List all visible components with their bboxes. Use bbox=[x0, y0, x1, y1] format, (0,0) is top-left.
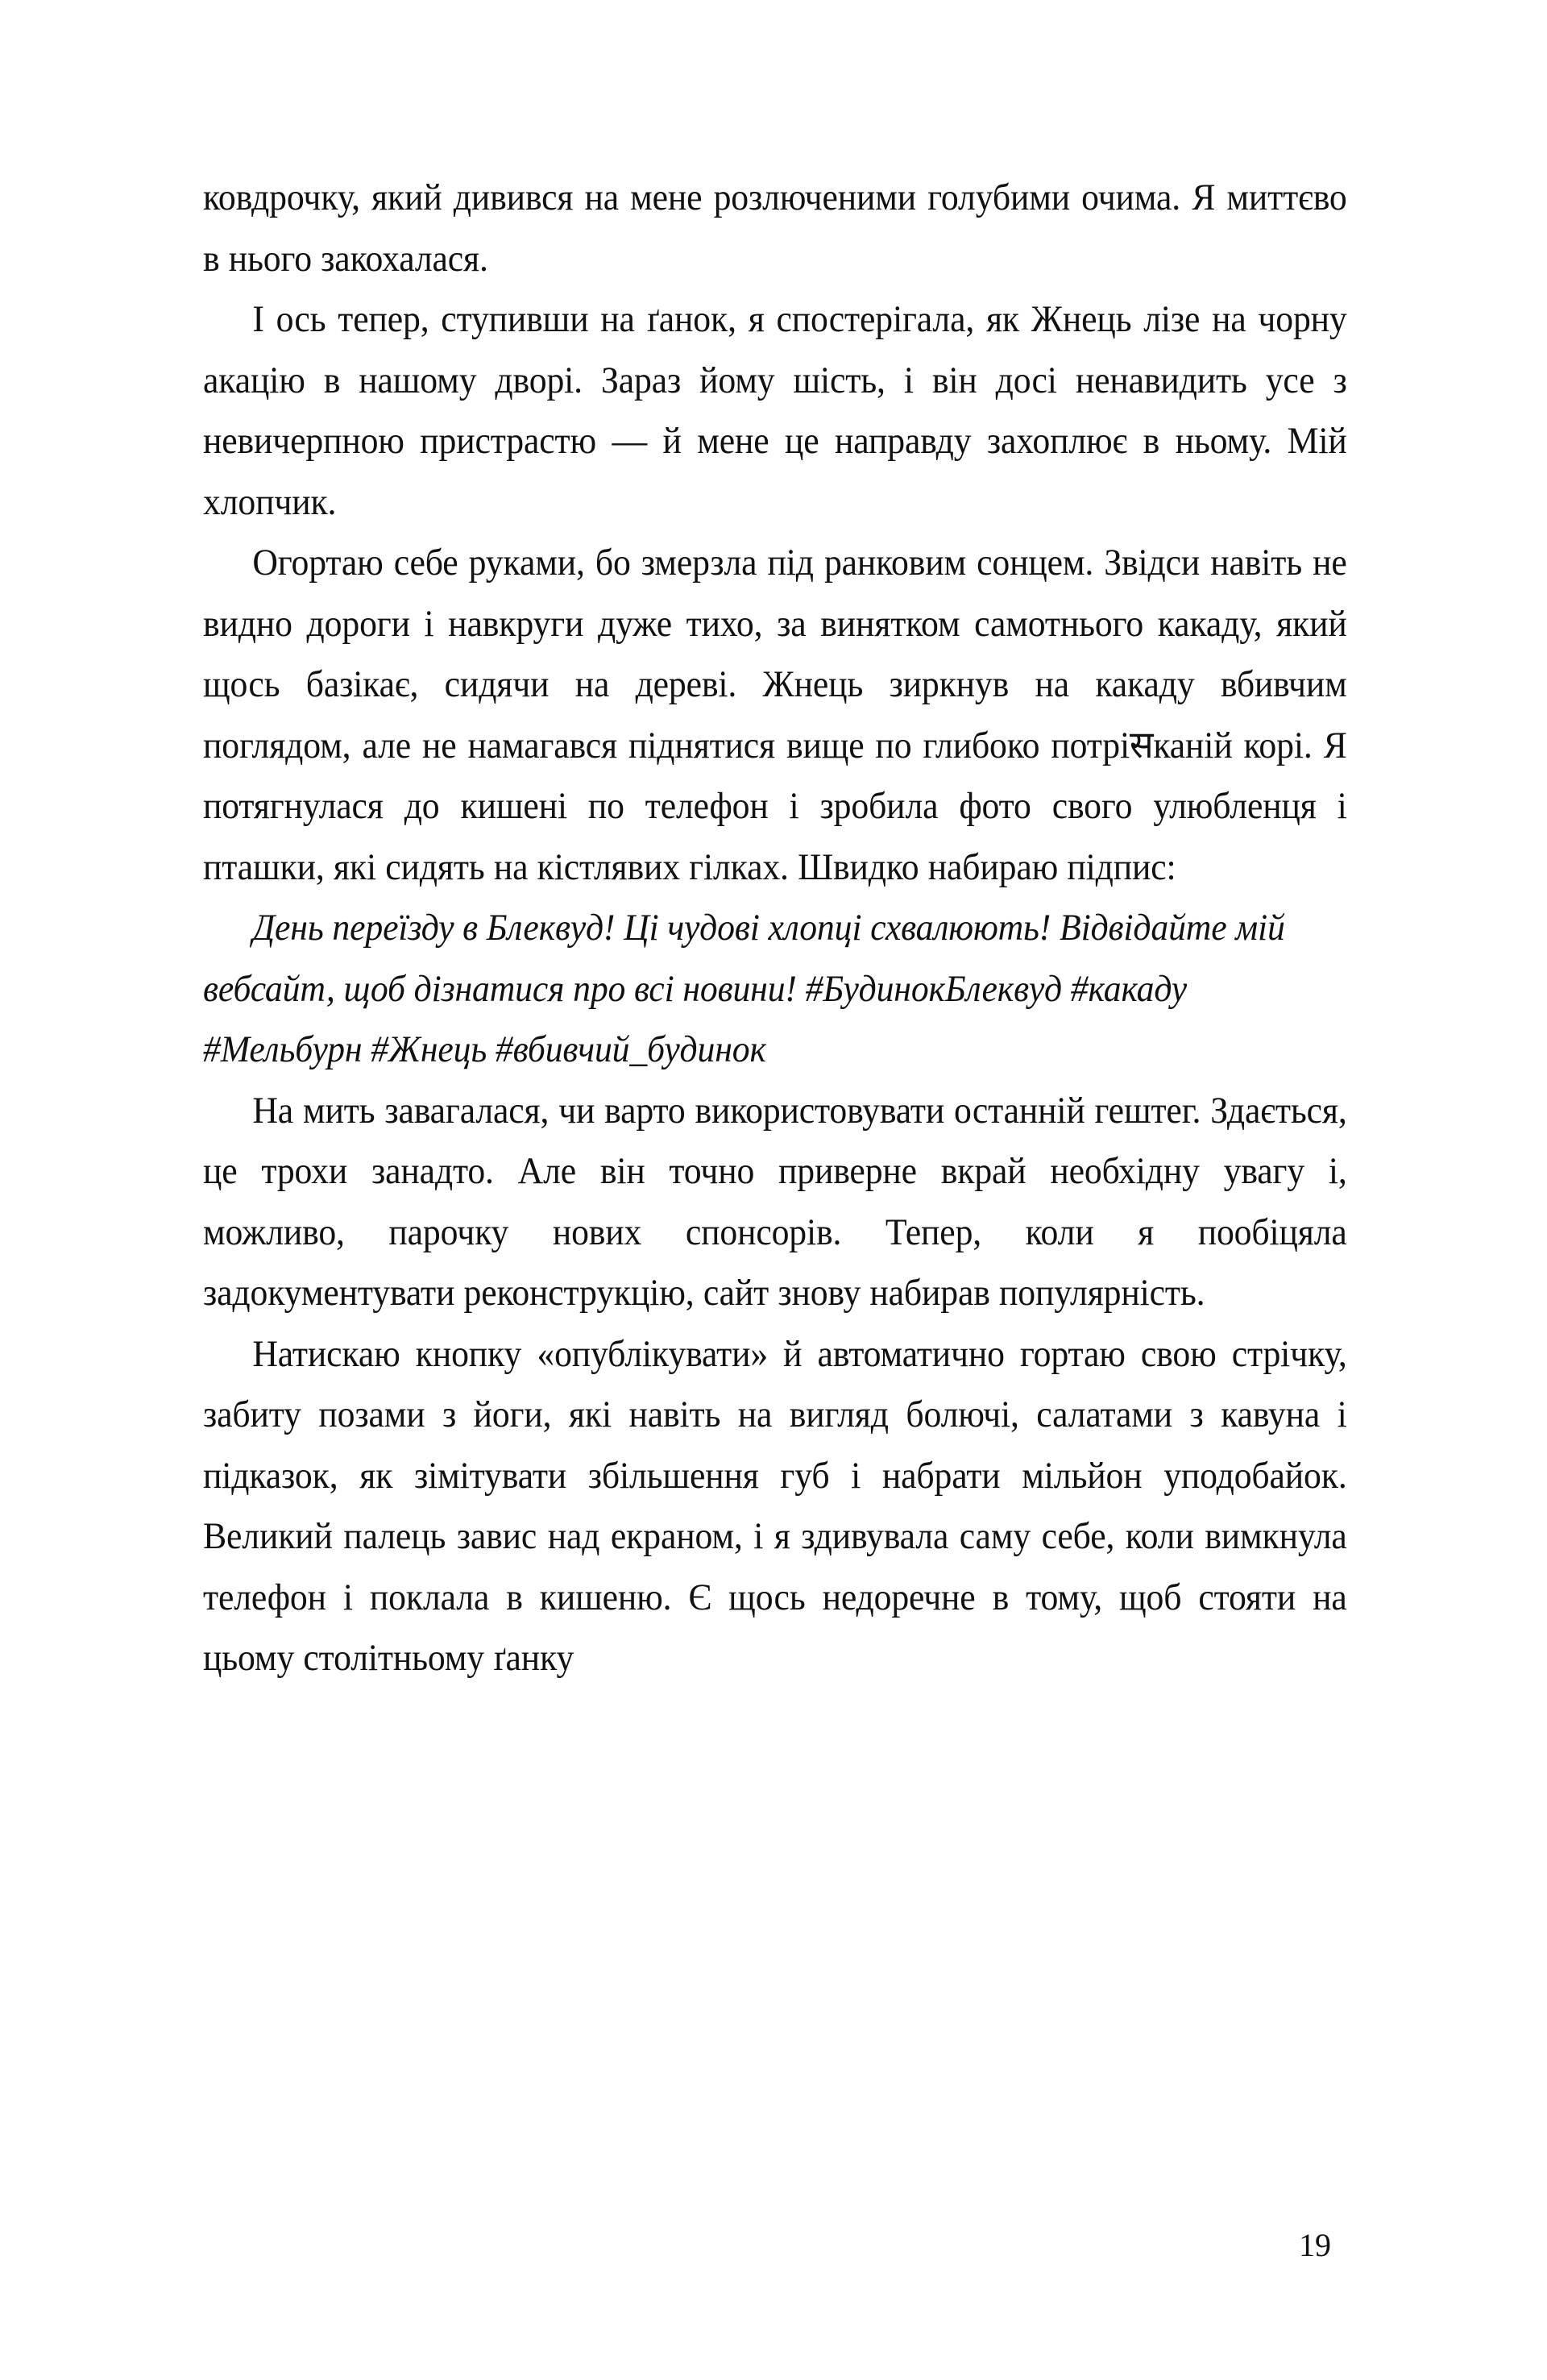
page-text-block bbox=[203, 168, 1347, 1689]
paragraph-3: Огортаю себе руками, бо змерзла під ранковим сонцем. Звідси навіть не видно дороги і навкруги дуже тихо, за винятком самотнього какаду, який щось базікає, сидячи на дереві. Жнець зиркнув на какаду вбивчим поглядом, але не намагався піднятися вище по глибоко потріसканій корі. Я потягнулася до кишені по телефон і зробила фото свого улюбленця і пташки, які сидять на кістлявих гілках. Швидко набираю підпис: bbox=[203, 542, 1347, 888]
paragraph-1: ковдрочку, який дивився на мене розлюченими голубими очима. Я миттєво в нього закохалася. bbox=[203, 177, 1347, 280]
paragraph-2: І ось тепер, ступивши на ґанок, я спостерігала, як Жнець лізе на чорну акацію в нашому дворі. Зараз йому шість, і він досі ненавидить усе з невичерпною пристрастю — й мене це направду захоплює в ньому. Мій хлопчик. bbox=[203, 298, 1347, 523]
paragraph-6: Натискаю кнопку «опублікувати» й автоматично гортаю свою стрічку, забиту позами з йоги, які навіть на вигляд болючі, салатами з кавуна і підказок, як зімітувати збільшення губ і набрати мільйон уподобайок. Великий палець завис над екраном, і я здивувала саму себе, коли вимкнула телефон і поклала в кишеню. Є щось недоречне в тому, щоб стояти на цьому столітньому ґанку bbox=[203, 1332, 1347, 1679]
page-number: 19 bbox=[1299, 2227, 1331, 2263]
paragraph-5: На мить завагалася, чи варто використовувати останній гештег. Здається, це трохи занадто. Але він точно приверне вкрай необхідну увагу і, можливо, парочку нових спонсорів. Тепер, коли я пообіцяла задокументувати реконструкцію, сайт знову набирав популярність. bbox=[203, 1089, 1347, 1314]
social-media-caption: День переїзду в Блеквуд! Ці чудові хлопці схвалюють! Відвідайте мій вебсайт, щоб дізнатися про всі новини! #БудинокБлеквуд #какаду #Мельбурн #Жнець #вбивчий_будинок bbox=[203, 907, 1285, 1070]
